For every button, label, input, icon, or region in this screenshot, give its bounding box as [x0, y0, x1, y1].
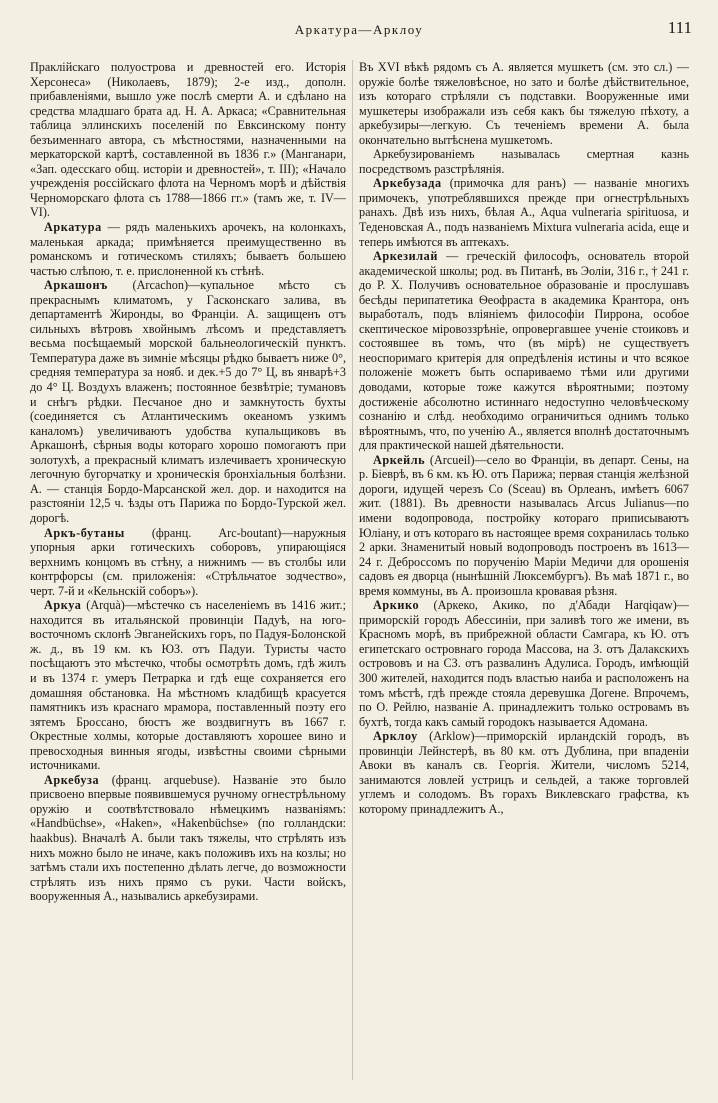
- entry-headword: Аркезилай: [373, 249, 438, 264]
- dictionary-entry: [30, 278, 346, 525]
- entry-text: — греческій философъ, основатель второй академической школы; род. въ Питанѣ, въ Эоліи, 316 г., † 241 г. до Р. Х. Получивъ основательное образованіе и прослушавъ бесѣды перипатетика Ѳеофраста в академика Крантора, онъ выработалъ, подъ вліяніемъ философіи Пиррона, особое скептическое міровоззрѣніе, опровергавшее ученіе стоиковъ и состоявшее въ томъ, что (въ мірѣ) не существуетъ неоспоримаго критерія для опредѣленія истины и что всякое положеніе можетъ быть оспариваемо тѣми или другими доводами, которые тоже кажутся вѣроятными; поэтому достиженіе абсолютно истиннаго недоступно человѣческому сознанію и слѣд. необходимо ограничиться однимъ только вѣроятнымъ, что, по ученію А., является вполнѣ достаточнымъ для практической нашей дѣятельности.: [359, 249, 689, 453]
- left-column: [30, 60, 346, 1080]
- entry-headword: Аркуа: [44, 598, 82, 613]
- dictionary-entry: [30, 598, 346, 773]
- continuation-text: Въ XVI вѣкѣ рядомъ съ А. является мушкетъ (см. это сл.) — оружіе болѣе тяжеловѣсное, но зато и болѣе дѣйствительное, изъ котораго стрѣляли съ подставки. Вооруженные ими мушкетеры изображали изъ себя какъ бы тяжелую пѣхоту, а аркебузиры—легкую. Съ теченіемъ времени А. была окончательно вытѣснена мушкетомъ.: [359, 60, 689, 147]
- entry-text: (Arcueil)—село во Франціи, въ департ. Сены, на р. Біеврѣ, въ 6 км. къ Ю. отъ Парижа; первая станція желѣзной дороги, идущей черезъ Со (Sceau) въ Орлеанъ, имѣетъ 6067 жит. (1881). Въ древности называлась Arcus Julianus—по имени водопровода, постройку котораго приписываютъ Юліану, и отъ котораго въ настоящее время сохранилась только 2 арки. Знаменитый новый водопроводъ построенъ въ 1613—24 г. Деброссомъ по порученію Маріи Медичи для орошенія садовъ ея дворца (нынѣшній Люксембургъ). Въ маѣ 1871 г., во время коммуны, въ А. произошла кровавая рѣзня.: [359, 452, 689, 598]
- column-divider: [352, 60, 353, 1080]
- dictionary-entry: [30, 526, 346, 599]
- paragraph: Аркебузированіемъ называлась смертная казнь посредствомъ разстрѣлянія.: [359, 147, 689, 176]
- entry-text: (Arquà)—мѣстечко съ населеніемъ въ 1416 жит.; находится въ итальянской провинціи Падуѣ, на юго-восточномъ склонѣ Эвганейскихъ горъ, по Падуя-Болонской ж. д., въ 19 км. къ ЮЗ. отъ Падуи. Туристы часто посѣщаютъ это мѣстечко, чтобы осмотрѣть домъ, гдѣ жилъ и въ 1374 г. умеръ Петрарка и гдѣ еще сохраняется его домашняя обстановка. На мѣстномъ кладбищѣ красуется памятникъ изъ краснаго мрамора, поставленный поэту его зятемъ Броссано, бюстъ же воздвигнутъ въ 1667 г. Окрестные холмы, которые доставляютъ хорошее вино и превосходныя винныя ягоды, извѣстны своими сѣрными источниками.: [30, 598, 346, 773]
- dictionary-entry: [359, 249, 689, 453]
- dictionary-entry: [359, 453, 689, 598]
- entry-text: — рядъ маленькихъ арочекъ, на колонкахъ, маленькая аркада; примѣняется преимущественно въ романскомъ и готическомъ стиляхъ; бываетъ большею частью слѣпою, т. е. прислоненной къ стѣнѣ.: [30, 220, 346, 278]
- dictionary-entry: [359, 176, 689, 249]
- entry-text: (примочка для ранъ) — названіе многихъ примочекъ, употреблявшихся прежде при огнестрѣльныхъ ранахъ. Двѣ изъ нихъ, бѣлая А., Aqua vulneraria spirituosa, и Теденовская А., подъ названіемъ Mixtura vulneraria acida, еще и теперь имѣются въ аптекахъ.: [359, 176, 689, 249]
- entry-text: (Аркеко, Акико, по д'Абади Harqiqaw)—приморскій городъ Абессиніи, при заливѣ того же имени, въ Красномъ морѣ, въ прибрежной области Самгара, къ Ю. отъ египетскаго островнаго города Массова, на З. отъ Далакскихъ острововъ и на СЗ. отъ развалинъ Адулиса. Городъ, имѣющій 300 жителей, находится подъ властью наиба и расположенъ на томъ мѣстѣ, гдѣ прежде стояла деревушка Догене. Впрочемъ, по О. Рейлю, названіе А. принадлежитъ только островамъ въ бухтѣ, тогда какъ самый городокъ называется Адомана.: [359, 598, 689, 729]
- entry-text: (франц. Arc-boutant)—наружныя упорныя арки готическихъ соборовъ, упирающіяся верхнимъ концомъ въ стѣну, а нижнимъ — въ столбы или контрфорсы (см. приложенія: «Стрѣльчатое зодчество», черт. 7-й и «Кельнскій соборъ»).: [30, 525, 346, 598]
- dictionary-entry: [359, 729, 689, 816]
- right-column: [359, 60, 689, 1080]
- entry-headword: Аркебуза: [44, 772, 100, 787]
- dictionary-entry: [30, 220, 346, 278]
- entry-text: (Arcachon)—купальное мѣсто съ прекраснымъ климатомъ, у Гасконскаго залива, въ департаментѣ Жиронды, во Франціи. А. защищенъ отъ сильныхъ вѣтровъ хвойнымъ лѣсомъ и представляетъ весьма посѣщаемый морской бальнеологическій пунктъ. Температура даже въ зимніе мѣсяцы рѣдко бываетъ ниже 0°, средняя температура за нояб. и дек.+5 до 7° Ц, въ январѣ+3 до 4° Ц. Воздухъ влаженъ; постоянное безвѣтріе; тумановъ и снѣгъ рѣдки. Песчаное дно и замкнутость бухты (соединяется съ Атлантическимъ океаномъ узкимъ каналомъ) увеличиваютъ удобства купальщиковъ въ Аркашонѣ, сѣрныя воды котораго хорошо помогаютъ при золотухѣ, а прекрасный климатъ излечиваетъ хроническую легочную бугорчатку и хроническія бронхіальныя болѣзни. А. — станція Бордо-Марсанской жел. дор. и находится на разстояніи 12,5 ч. ѣзды отъ Парижа по Бордо-Турской жел. дорогѣ.: [30, 278, 346, 525]
- entry-headword: Аркико: [373, 598, 420, 613]
- entry-headword: Аркъ-бутаны: [44, 525, 125, 540]
- continuation-text: Праклійскаго полуострова и древностей его. Исторія Херсонеса» (Николаевъ, 1879); 2-е изд., дополн. прибавленіями, вышло уже послѣ смерти А. и сдѣлано на средства младшаго брата ад. Н. А. Аркаса; «Сравнительная таблица эллинскихъ поселеній по Евксинскому понту безъименнаго автора, съ мѣстностями, назначенными на меркаторской картѣ, составленной въ 1836 г.» (Манганари, «Зап. одесскаго общ. исторіи и древностей», т. III); «Начало учрежденія россійскаго флота на Черномъ морѣ и дѣйствія Черноморскаго флота съ 1788—1866 гг.» (тамъ же, т. IV—VI).: [30, 60, 346, 220]
- entry-headword: Аркашонъ: [44, 278, 108, 293]
- entry-text: (франц. arquebuse). Названіе это было присвоено впервые появившемуся ручному огнестрѣльному оружію и соотвѣтствовало нѣмецкимъ названіямъ: «Handbüchse», «Haken», «Hakenbüchse» (по голландски: haakbus). Вначалѣ А. были такъ тяжелы, что стрѣлять изъ нихъ можно было не иначе, какъ положивъ ихъ на козлы; но затѣмъ стали ихъ постепенно дѣлать легче, до возможности стрѣлять изъ нихъ прямо съ руки. Части войскъ, вооруженныя А., назывались аркебузирами.: [30, 772, 346, 904]
- entry-headword: Аркебузада: [373, 176, 442, 191]
- page-number: 111: [667, 18, 692, 37]
- entry-headword: Аркейль: [373, 452, 426, 467]
- dictionary-entry: [359, 598, 689, 729]
- entry-headword: Аркатура: [44, 220, 102, 235]
- dictionary-entry: [30, 773, 346, 904]
- entry-headword: Арклоу: [373, 729, 418, 744]
- running-head: Аркатура—Арклоу: [294, 22, 424, 37]
- entry-text: (Arklow)—приморскій ирландскій городъ, въ провинціи Лейнстерѣ, въ 80 км. отъ Дублина, при впаденіи Авоки въ каналъ св. Георгія. Жители, числомъ 5214, занимаются ловлей устрицъ и сельдей, а также торговлей углемъ и солодомъ. Въ горахъ Виклевскаго графства, къ которому принадлежитъ А.,: [359, 729, 689, 816]
